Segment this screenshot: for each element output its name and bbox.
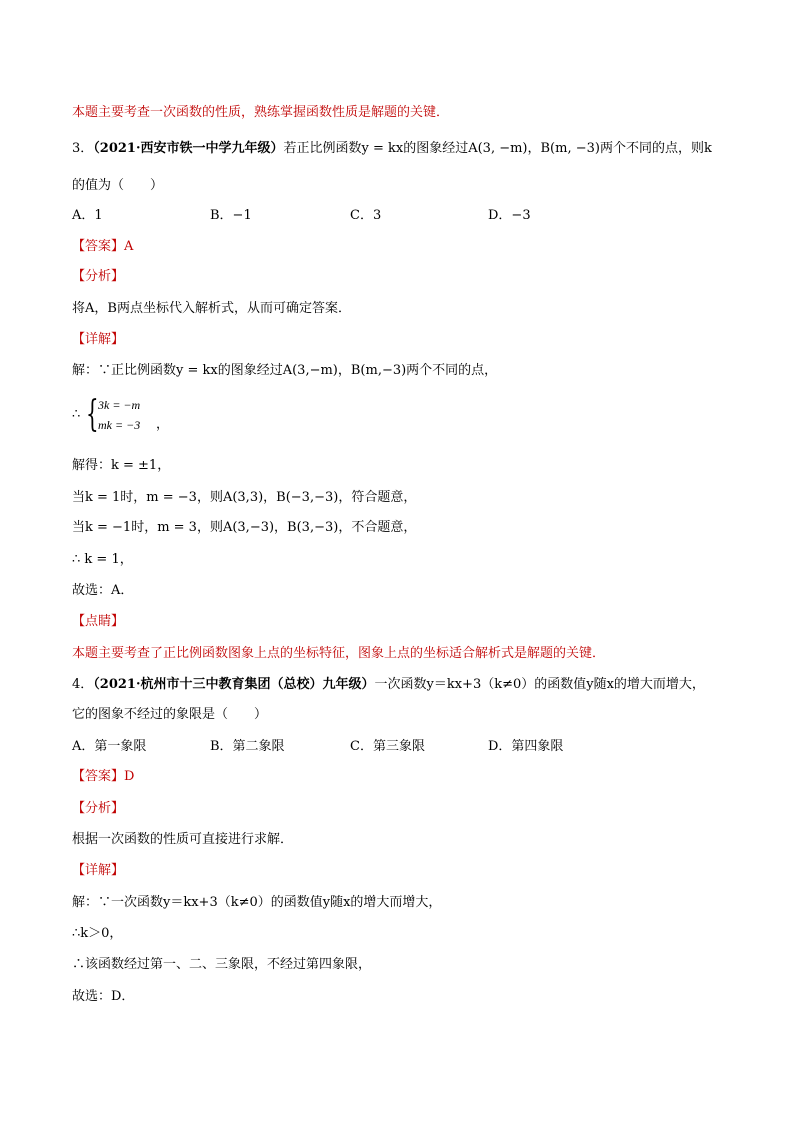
- answer-value: D: [124, 769, 135, 784]
- detail-line-3: ∴该函数经过第一、二、三象限，不经过第四象限，: [72, 957, 372, 972]
- comment-text: 本题主要考查了正比例函数图象上点的坐标特征，图象上点的坐标适合解析式是解题的关键．: [72, 646, 606, 661]
- answer-label: 【答案】: [72, 769, 125, 784]
- option-c: C．3: [350, 208, 382, 223]
- comment-label: 【点睛】: [72, 614, 125, 629]
- option-a: A．第一象限: [72, 739, 147, 754]
- equation-2: mk = −3: [98, 418, 141, 432]
- answer-line: [72, 238, 133, 256]
- question-source: （2021·杭州市十三中教育集团（总校）九年级）: [93, 677, 375, 692]
- question-3-text-cont: 的值为（ ）: [72, 178, 164, 193]
- detail-line-6: ∴ k = 1，: [72, 552, 133, 567]
- option-b: B．−1: [210, 208, 252, 223]
- question-source: （2021·西安市铁一中学九年级）: [93, 141, 284, 156]
- analysis-label: 【分析】: [72, 801, 125, 816]
- detail-line-1: 解：∵正比例函数y = kx的图象经过A(3,−m)，B(m,−3)两个不同的点，: [72, 363, 498, 378]
- detail-line-1: 解：∵一次函数y＝kx+3（k≠0）的函数值y随x的增大而增大，: [72, 895, 442, 910]
- analysis-label: 【分析】: [72, 269, 125, 284]
- question-number: 3．: [72, 141, 94, 156]
- equation-system: [72, 395, 192, 439]
- option-a: A．1: [72, 208, 103, 223]
- answer-value: A: [124, 239, 134, 254]
- detail-line-5: 当k = −1时，m = 3，则A(3,−3)，B(3,−3)，不合题意，: [72, 520, 417, 535]
- question-4-text-cont: 它的图象不经过的象限是（ ）: [72, 707, 268, 722]
- answer-label: 【答案】: [72, 239, 125, 254]
- analysis-text: 将A，B两点坐标代入解析式，从而可确定答案．: [72, 301, 351, 316]
- option-d: D．−3: [488, 208, 531, 223]
- detail-line-4: 当k = 1时，m = −3，则A(3,3)，B(−3,−3)，符合题意，: [72, 490, 417, 505]
- detail-line-2: ∴k＞0，: [72, 926, 123, 941]
- question-number: 4．: [72, 677, 94, 692]
- detail-line-7: 故选：A．: [72, 583, 134, 598]
- option-c: C．第三象限: [350, 739, 425, 754]
- option-d: D．第四象限: [488, 739, 564, 754]
- detail-label: 【详解】: [72, 332, 125, 347]
- question-text: 若正比例函数y = kx的图象经过A(3, −m)，B(m, −3)两个不同的点，则k: [283, 141, 712, 156]
- analysis-text: 根据一次函数的性质可直接进行求解．: [72, 832, 294, 847]
- detail-label: 【详解】: [72, 863, 125, 878]
- answer-line: [72, 768, 134, 786]
- question-4-header: [72, 676, 705, 694]
- therefore-symbol: ∴: [72, 407, 81, 422]
- comma: ，: [156, 417, 170, 432]
- detail-line-3: 解得：k = ±1，: [72, 458, 171, 473]
- conclusion-text: 本题主要考查一次函数的性质，熟练掌握函数性质是解题的关键．: [72, 105, 450, 120]
- option-b: B．第二象限: [210, 739, 285, 754]
- brace-symbol: {: [86, 394, 99, 435]
- question-text: 一次函数y＝kx+3（k≠0）的函数值y随x的增大而增大，: [374, 677, 705, 692]
- detail-line-4: 故选：D．: [72, 989, 135, 1004]
- question-3-header: [72, 140, 712, 158]
- equation-1: 3k = −m: [98, 398, 141, 412]
